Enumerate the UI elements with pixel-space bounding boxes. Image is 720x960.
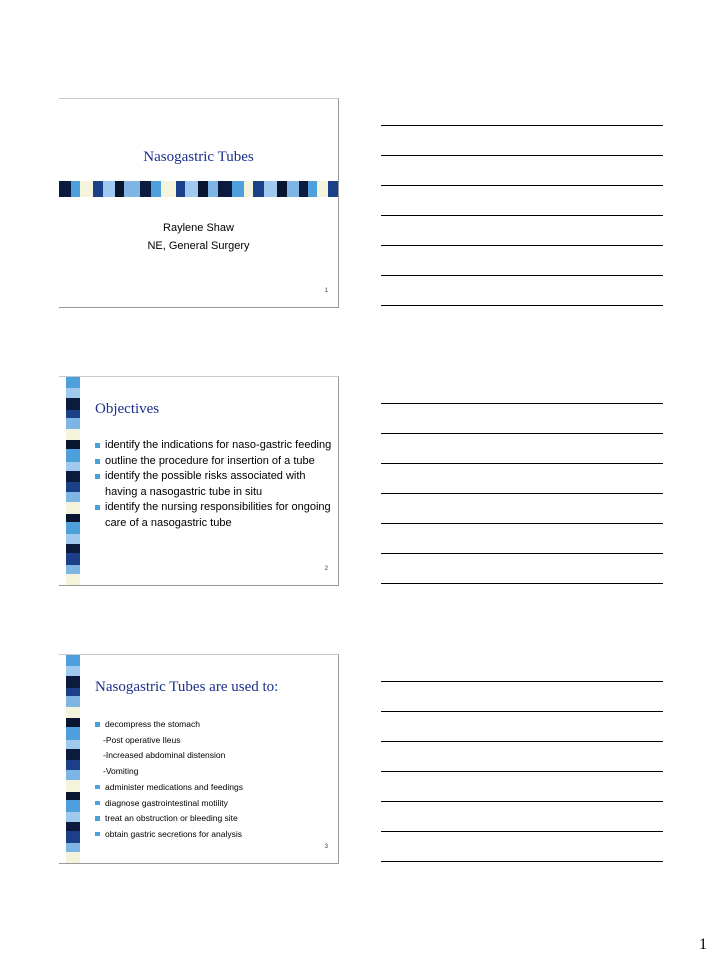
- bar-square: [66, 718, 80, 727]
- bar-square: [66, 429, 80, 440]
- bar-square: [264, 181, 277, 197]
- note-line: [381, 711, 663, 712]
- author-role: NE, General Surgery: [147, 240, 250, 252]
- bar-square: [66, 655, 80, 666]
- note-line: [381, 493, 663, 494]
- slide-title: Objectives: [95, 401, 160, 417]
- bar-square: [66, 707, 80, 718]
- bar-square: [66, 377, 80, 388]
- decorative-bar: [59, 181, 338, 197]
- bullet-item: identify the indications for naso-gastric feeding: [95, 438, 335, 454]
- bar-square: [66, 727, 80, 740]
- bar-square: [299, 181, 308, 197]
- bar-square: [66, 514, 80, 522]
- slide-number: 2: [324, 566, 328, 572]
- bar-square: [66, 471, 80, 482]
- note-line: [381, 771, 663, 772]
- decorative-bar: [66, 377, 80, 585]
- bar-square: [66, 770, 80, 779]
- bar-square: [66, 449, 80, 462]
- bullet-item: outline the procedure for insertion of a tube: [95, 454, 335, 470]
- bar-square: [66, 440, 80, 449]
- bar-square: [66, 780, 80, 792]
- bullet-item: diagnose gastrointestinal motility: [95, 796, 335, 812]
- bar-square: [66, 800, 80, 811]
- note-line: [381, 583, 663, 584]
- bullet-item: administer medications and feedings: [95, 780, 335, 796]
- note-line: [381, 155, 663, 156]
- bullet-item: decompress the stomach: [95, 717, 335, 733]
- note-line: [381, 215, 663, 216]
- bar-square: [66, 544, 80, 553]
- bar-square: [308, 181, 318, 197]
- slide-title: Nasogastric Tubes are used to:: [95, 679, 279, 695]
- bar-square: [66, 565, 80, 573]
- decorative-bar: [66, 655, 80, 863]
- slide-3: [59, 654, 339, 864]
- slide-title: Nasogastric Tubes: [143, 149, 254, 165]
- sub-item: -Post operative Ileus: [103, 734, 181, 745]
- note-line: [381, 523, 663, 524]
- note-line: [381, 403, 663, 404]
- bar-square: [328, 181, 338, 197]
- bar-square: [244, 181, 253, 197]
- bar-square: [66, 688, 80, 696]
- note-line: [381, 185, 663, 186]
- author-name: Raylene Shaw: [163, 222, 234, 234]
- bar-square: [66, 760, 80, 770]
- bar-square: [71, 181, 80, 197]
- bar-square: [66, 534, 80, 544]
- bar-square: [66, 410, 80, 418]
- bar-square: [66, 492, 80, 501]
- slide-number: 3: [324, 844, 328, 850]
- bar-square: [66, 553, 80, 565]
- sub-item: -Vomiting: [103, 766, 139, 777]
- bar-square: [66, 831, 80, 843]
- bar-square: [140, 181, 152, 197]
- bar-square: [59, 181, 71, 197]
- note-line: [381, 831, 663, 832]
- note-line: [381, 275, 663, 276]
- bar-square: [66, 676, 80, 688]
- bar-square: [124, 181, 140, 197]
- bar-square: [317, 181, 328, 197]
- bar-square: [66, 666, 80, 675]
- bar-square: [66, 740, 80, 748]
- bar-square: [218, 181, 232, 197]
- bar-square: [185, 181, 198, 197]
- bar-square: [66, 522, 80, 533]
- slide-1: [59, 98, 339, 308]
- bar-square: [66, 843, 80, 851]
- bar-square: [66, 812, 80, 822]
- note-line: [381, 801, 663, 802]
- bar-square: [66, 822, 80, 831]
- bullet-item: identify the nursing responsibilities for ongoing care of a nasogastric tube: [95, 500, 335, 531]
- bar-square: [66, 388, 80, 397]
- page-number: 1: [699, 936, 707, 953]
- note-line: [381, 553, 663, 554]
- bar-square: [232, 181, 244, 197]
- bar-square: [80, 181, 94, 197]
- bullet-item: identify the possible risks associated with having a nasogastric tube in situ: [95, 469, 335, 500]
- note-line: [381, 433, 663, 434]
- bar-square: [208, 181, 218, 197]
- note-line: [381, 681, 663, 682]
- note-line: [381, 463, 663, 464]
- bullet-item: obtain gastric secretions for analysis: [95, 827, 335, 843]
- bar-square: [115, 181, 124, 197]
- bullet-item: treat an obstruction or bleeding site: [95, 811, 335, 827]
- note-line: [381, 245, 663, 246]
- bar-square: [66, 696, 80, 706]
- bar-square: [93, 181, 103, 197]
- bar-square: [151, 181, 161, 197]
- bullet-list: [95, 438, 335, 532]
- bar-square: [66, 502, 80, 514]
- bar-square: [198, 181, 209, 197]
- note-line: [381, 741, 663, 742]
- bar-square: [66, 852, 80, 863]
- note-line: [381, 861, 663, 862]
- bar-square: [161, 181, 176, 197]
- bar-square: [66, 462, 80, 470]
- author-block: [59, 219, 338, 255]
- slide-number: 1: [324, 288, 328, 294]
- bar-square: [66, 398, 80, 410]
- bar-square: [66, 574, 80, 585]
- bar-square: [66, 792, 80, 800]
- bar-square: [66, 482, 80, 492]
- bar-square: [66, 418, 80, 428]
- slide-2: [59, 376, 339, 586]
- bar-square: [176, 181, 185, 197]
- bullet-list: [95, 717, 335, 843]
- bar-square: [103, 181, 115, 197]
- note-line: [381, 125, 663, 126]
- bar-square: [277, 181, 287, 197]
- bar-square: [66, 749, 80, 760]
- bar-square: [253, 181, 265, 197]
- note-line: [381, 305, 663, 306]
- sub-item: -Increased abdominal distension: [103, 750, 226, 761]
- bar-square: [287, 181, 299, 197]
